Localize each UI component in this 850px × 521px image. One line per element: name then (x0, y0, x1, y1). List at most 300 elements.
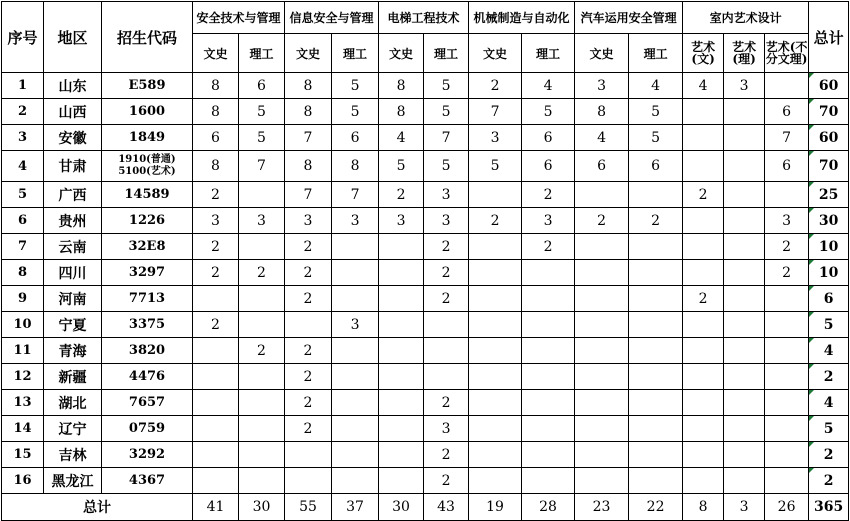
row-value (193, 286, 239, 312)
row-value: 4 (379, 125, 424, 151)
subheader: 文史 (193, 34, 239, 73)
row-value (683, 416, 724, 442)
row-value (193, 338, 239, 364)
subheader: 理工 (629, 34, 683, 73)
header-seq: 序号 (2, 2, 44, 73)
row-value (724, 468, 765, 494)
row-region: 吉林 (44, 442, 102, 468)
row-value: 5 (239, 125, 285, 151)
row-seq: 11 (2, 338, 44, 364)
row-value: 5 (332, 99, 379, 125)
row-value (424, 312, 469, 338)
row-value (724, 125, 765, 151)
row-value: 2 (285, 364, 332, 390)
row-value (522, 364, 575, 390)
row-value (239, 234, 285, 260)
totals-value: 28 (522, 494, 575, 521)
row-value (765, 338, 809, 364)
row-value (575, 338, 629, 364)
header-program: 电梯工程技术 (379, 2, 469, 34)
row-value: 8 (193, 99, 239, 125)
row-value: 2 (285, 234, 332, 260)
row-value: 7 (239, 151, 285, 182)
table-row (2, 416, 849, 442)
row-seq: 1 (2, 73, 44, 99)
row-value (575, 312, 629, 338)
row-value (332, 390, 379, 416)
row-value (469, 364, 522, 390)
row-code: 3820 (102, 338, 193, 364)
row-code: 1910(普通) 5100(艺术) (102, 151, 193, 182)
row-value (239, 416, 285, 442)
row-total: 4 (809, 338, 849, 364)
row-total: 60 (809, 73, 849, 99)
row-region: 青海 (44, 338, 102, 364)
row-value (765, 182, 809, 208)
totals-value: 41 (193, 494, 239, 521)
row-code: 1849 (102, 125, 193, 151)
row-value: 2 (285, 338, 332, 364)
row-value (332, 364, 379, 390)
row-value (379, 338, 424, 364)
row-value (379, 234, 424, 260)
header-program: 信息安全与管理 (285, 2, 379, 34)
row-value (522, 260, 575, 286)
row-value: 4 (629, 73, 683, 99)
row-value (629, 416, 683, 442)
row-value (332, 442, 379, 468)
row-value: 5 (239, 99, 285, 125)
totals-row (2, 494, 849, 521)
row-value: 8 (379, 73, 424, 99)
row-total: 10 (809, 234, 849, 260)
row-value (469, 260, 522, 286)
row-value: 6 (239, 73, 285, 99)
row-value (522, 468, 575, 494)
row-total: 4 (809, 390, 849, 416)
row-value: 2 (469, 73, 522, 99)
row-value (683, 468, 724, 494)
row-region: 贵州 (44, 208, 102, 234)
totals-value: 55 (285, 494, 332, 521)
row-value: 2 (424, 442, 469, 468)
row-value (379, 468, 424, 494)
row-region: 甘肃 (44, 151, 102, 182)
row-value: 5 (424, 151, 469, 182)
row-value: 7 (285, 125, 332, 151)
row-value: 3 (469, 125, 522, 151)
row-value (469, 390, 522, 416)
row-value: 2 (522, 234, 575, 260)
row-value: 3 (332, 208, 379, 234)
row-seq: 3 (2, 125, 44, 151)
row-value: 6 (522, 151, 575, 182)
row-value (683, 364, 724, 390)
row-value: 2 (285, 286, 332, 312)
row-code: 7657 (102, 390, 193, 416)
table-row (2, 468, 849, 494)
totals-label: 总计 (2, 494, 193, 521)
subheader: 理工 (424, 34, 469, 73)
row-value (332, 286, 379, 312)
table-row (2, 286, 849, 312)
subheader: 文史 (469, 34, 522, 73)
row-value: 2 (683, 182, 724, 208)
row-total: 10 (809, 260, 849, 286)
row-total: 70 (809, 99, 849, 125)
subheader: 文史 (379, 34, 424, 73)
row-value: 3 (424, 416, 469, 442)
header-program: 室内艺术设计 (683, 2, 809, 34)
row-value (629, 468, 683, 494)
row-value: 2 (424, 234, 469, 260)
row-value (193, 364, 239, 390)
row-value (629, 338, 683, 364)
row-value: 4 (522, 73, 575, 99)
row-value: 3 (765, 208, 809, 234)
row-value (193, 468, 239, 494)
row-total: 6 (809, 286, 849, 312)
row-value (724, 260, 765, 286)
totals-value: 43 (424, 494, 469, 521)
row-value (629, 390, 683, 416)
row-value (575, 442, 629, 468)
row-value: 8 (575, 99, 629, 125)
row-value (724, 338, 765, 364)
table-row (2, 125, 849, 151)
subheader: 理工 (239, 34, 285, 73)
row-seq: 15 (2, 442, 44, 468)
row-value (629, 286, 683, 312)
table-row (2, 260, 849, 286)
row-value: 6 (193, 125, 239, 151)
row-value (629, 182, 683, 208)
totals-value: 30 (239, 494, 285, 521)
row-value (239, 312, 285, 338)
totals-value: 30 (379, 494, 424, 521)
row-value: 2 (683, 286, 724, 312)
row-value (332, 468, 379, 494)
row-seq: 16 (2, 468, 44, 494)
row-value (724, 416, 765, 442)
row-value (765, 390, 809, 416)
row-region: 广西 (44, 182, 102, 208)
row-value (683, 99, 724, 125)
row-value: 2 (629, 208, 683, 234)
row-value: 6 (332, 125, 379, 151)
row-value: 7 (332, 182, 379, 208)
totals-value: 8 (683, 494, 724, 521)
row-value: 3 (193, 208, 239, 234)
row-value (332, 338, 379, 364)
row-region: 山东 (44, 73, 102, 99)
row-value (332, 234, 379, 260)
row-value (683, 234, 724, 260)
row-value: 8 (193, 73, 239, 99)
row-value (683, 390, 724, 416)
row-code: 4367 (102, 468, 193, 494)
row-value: 3 (424, 182, 469, 208)
row-code: 1600 (102, 99, 193, 125)
row-value: 8 (285, 151, 332, 182)
row-value (765, 73, 809, 99)
row-value: 5 (332, 73, 379, 99)
row-value (239, 364, 285, 390)
totals-value: 37 (332, 494, 379, 521)
enrollment-table (1, 1, 849, 521)
row-value (469, 442, 522, 468)
row-value (765, 442, 809, 468)
row-value (683, 151, 724, 182)
row-value (469, 182, 522, 208)
row-value (469, 416, 522, 442)
row-value: 8 (379, 99, 424, 125)
row-value: 7 (765, 125, 809, 151)
row-code: 3297 (102, 260, 193, 286)
totals-value: 3 (724, 494, 765, 521)
row-value: 3 (575, 73, 629, 99)
row-value: 2 (239, 338, 285, 364)
row-value (724, 234, 765, 260)
row-value (193, 390, 239, 416)
row-value: 3 (724, 73, 765, 99)
row-value: 3 (285, 208, 332, 234)
row-value (522, 390, 575, 416)
row-region: 山西 (44, 99, 102, 125)
row-value (424, 338, 469, 364)
row-seq: 2 (2, 99, 44, 125)
row-code: 4476 (102, 364, 193, 390)
subheader: 文史 (575, 34, 629, 73)
row-seq: 8 (2, 260, 44, 286)
row-value: 6 (765, 151, 809, 182)
row-value (683, 125, 724, 151)
row-value (522, 312, 575, 338)
row-value: 2 (285, 416, 332, 442)
row-value: 2 (765, 260, 809, 286)
row-seq: 6 (2, 208, 44, 234)
row-value (332, 260, 379, 286)
header-program: 汽车运用安全管理 (575, 2, 683, 34)
row-value (575, 390, 629, 416)
table-row (2, 364, 849, 390)
totals-value: 26 (765, 494, 809, 521)
row-value: 4 (575, 125, 629, 151)
row-total: 70 (809, 151, 849, 182)
row-total: 2 (809, 364, 849, 390)
row-code: E589 (102, 73, 193, 99)
row-value: 3 (239, 208, 285, 234)
row-seq: 12 (2, 364, 44, 390)
row-value: 3 (522, 208, 575, 234)
row-seq: 13 (2, 390, 44, 416)
row-value: 2 (285, 390, 332, 416)
row-value (765, 468, 809, 494)
row-value: 8 (285, 73, 332, 99)
row-value: 5 (522, 99, 575, 125)
row-value (522, 338, 575, 364)
subheader: 艺术(理) (724, 34, 765, 73)
header-region: 地区 (44, 2, 102, 73)
row-region: 湖北 (44, 390, 102, 416)
row-value (379, 286, 424, 312)
row-value: 7 (285, 182, 332, 208)
row-value: 8 (193, 151, 239, 182)
row-value: 2 (424, 286, 469, 312)
row-region: 辽宁 (44, 416, 102, 442)
row-value (239, 442, 285, 468)
row-seq: 7 (2, 234, 44, 260)
row-value (575, 286, 629, 312)
row-value: 3 (424, 208, 469, 234)
row-value (193, 442, 239, 468)
row-value (379, 312, 424, 338)
row-value: 2 (285, 260, 332, 286)
row-code: 3292 (102, 442, 193, 468)
row-value (379, 390, 424, 416)
row-region: 新疆 (44, 364, 102, 390)
row-code: 32E8 (102, 234, 193, 260)
row-value (724, 286, 765, 312)
row-seq: 10 (2, 312, 44, 338)
row-value (379, 260, 424, 286)
row-value: 2 (193, 182, 239, 208)
row-region: 黑龙江 (44, 468, 102, 494)
row-code: 14589 (102, 182, 193, 208)
row-value: 5 (424, 73, 469, 99)
row-value: 7 (469, 99, 522, 125)
table-row (2, 73, 849, 99)
table-row (2, 151, 849, 182)
table-row (2, 312, 849, 338)
row-value (724, 99, 765, 125)
row-value (239, 182, 285, 208)
row-code: 0759 (102, 416, 193, 442)
row-value (683, 442, 724, 468)
row-region: 安徽 (44, 125, 102, 151)
table-row (2, 182, 849, 208)
row-seq: 5 (2, 182, 44, 208)
row-region: 云南 (44, 234, 102, 260)
row-value (765, 364, 809, 390)
row-value (724, 312, 765, 338)
row-total: 60 (809, 125, 849, 151)
table-row (2, 390, 849, 416)
row-region: 宁夏 (44, 312, 102, 338)
row-value (469, 234, 522, 260)
row-value: 6 (575, 151, 629, 182)
totals-value: 23 (575, 494, 629, 521)
subheader: 艺术(文) (683, 34, 724, 73)
row-value (629, 260, 683, 286)
row-value (724, 151, 765, 182)
row-value (575, 468, 629, 494)
row-value (522, 286, 575, 312)
row-value (629, 312, 683, 338)
row-value (765, 416, 809, 442)
grand-total: 365 (809, 494, 849, 521)
row-code: 7713 (102, 286, 193, 312)
row-value (683, 338, 724, 364)
row-value: 5 (424, 99, 469, 125)
row-value: 2 (379, 182, 424, 208)
row-value: 2 (424, 260, 469, 286)
row-value (285, 312, 332, 338)
row-value (765, 286, 809, 312)
row-value (193, 416, 239, 442)
row-seq: 14 (2, 416, 44, 442)
row-value (724, 442, 765, 468)
row-value: 8 (285, 99, 332, 125)
table-row (2, 234, 849, 260)
row-value (239, 468, 285, 494)
row-value (575, 234, 629, 260)
row-value (469, 338, 522, 364)
row-value (724, 182, 765, 208)
row-value: 3 (332, 312, 379, 338)
row-total: 2 (809, 442, 849, 468)
row-region: 河南 (44, 286, 102, 312)
row-value (629, 234, 683, 260)
subheader: 文史 (285, 34, 332, 73)
row-value: 2 (239, 260, 285, 286)
table-row (2, 338, 849, 364)
row-value (424, 364, 469, 390)
row-value: 8 (332, 151, 379, 182)
row-value (629, 364, 683, 390)
row-seq: 4 (2, 151, 44, 182)
row-value (683, 260, 724, 286)
row-value (575, 364, 629, 390)
row-value (285, 442, 332, 468)
row-value (239, 286, 285, 312)
totals-value: 19 (469, 494, 522, 521)
table-row (2, 208, 849, 234)
row-value (469, 468, 522, 494)
row-value: 2 (424, 468, 469, 494)
row-value (724, 390, 765, 416)
row-value (683, 312, 724, 338)
row-value: 2 (575, 208, 629, 234)
subheader: 艺术(不分文理) (765, 34, 809, 73)
row-value (522, 442, 575, 468)
row-value (379, 364, 424, 390)
row-value (469, 312, 522, 338)
totals-value: 22 (629, 494, 683, 521)
header-program: 安全技术与管理 (193, 2, 285, 34)
header-code: 招生代码 (102, 2, 193, 73)
row-value: 6 (765, 99, 809, 125)
row-value (683, 208, 724, 234)
row-seq: 9 (2, 286, 44, 312)
row-value: 2 (469, 208, 522, 234)
row-value: 6 (522, 125, 575, 151)
row-value (765, 312, 809, 338)
row-value: 5 (629, 99, 683, 125)
row-value (724, 364, 765, 390)
header-program: 机械制造与自动化 (469, 2, 575, 34)
row-value (285, 468, 332, 494)
row-value: 5 (629, 125, 683, 151)
row-total: 5 (809, 416, 849, 442)
row-value (724, 208, 765, 234)
row-code: 3375 (102, 312, 193, 338)
row-value (575, 182, 629, 208)
row-value: 2 (193, 234, 239, 260)
subheader: 理工 (522, 34, 575, 73)
row-value (332, 416, 379, 442)
table-row (2, 442, 849, 468)
